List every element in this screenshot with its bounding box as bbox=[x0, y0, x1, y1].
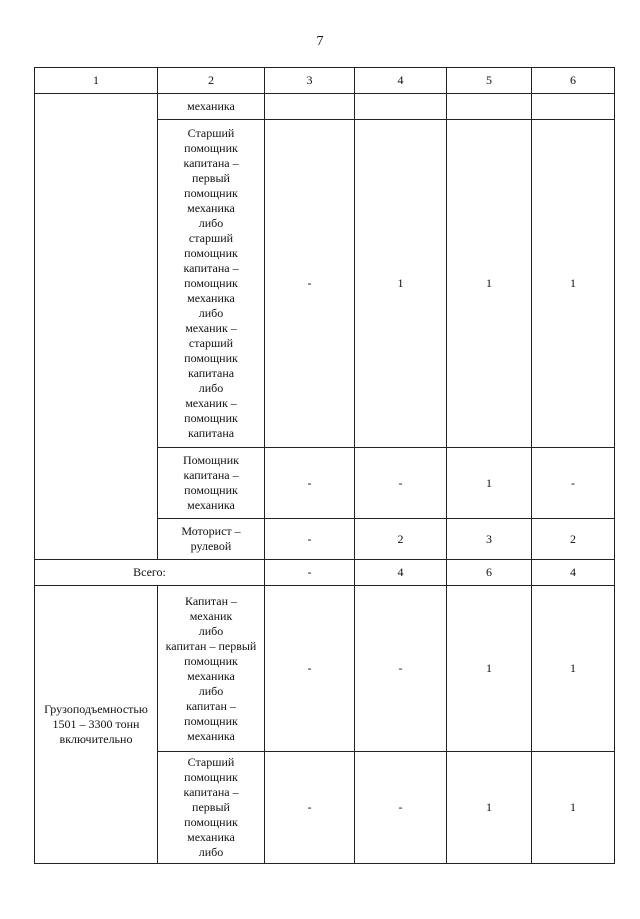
value-cell: 3 bbox=[447, 519, 532, 560]
position-cell: Помощник капитана – помощник механика bbox=[158, 448, 265, 519]
value-cell: 1 bbox=[355, 120, 447, 448]
value-cell: - bbox=[265, 586, 355, 752]
staffing-table bbox=[34, 67, 615, 864]
value-cell: - bbox=[265, 752, 355, 864]
table-row bbox=[35, 94, 615, 120]
value-cell: - bbox=[265, 560, 355, 586]
header-cell: 3 bbox=[265, 68, 355, 94]
value-cell: 4 bbox=[532, 560, 615, 586]
value-cell: - bbox=[355, 752, 447, 864]
value-cell: - bbox=[265, 519, 355, 560]
value-cell: - bbox=[532, 448, 615, 519]
total-row bbox=[35, 560, 615, 586]
value-cell: 1 bbox=[532, 120, 615, 448]
header-row bbox=[35, 68, 615, 94]
position-cell: Моторист – рулевой bbox=[158, 519, 265, 560]
value-cell bbox=[265, 94, 355, 120]
position-cell: Старший помощник капитана – первый помощник механика либо bbox=[158, 752, 265, 864]
value-cell: 6 bbox=[447, 560, 532, 586]
header-cell: 5 bbox=[447, 68, 532, 94]
value-cell: - bbox=[265, 448, 355, 519]
value-cell: 1 bbox=[447, 448, 532, 519]
value-cell: - bbox=[355, 448, 447, 519]
value-cell bbox=[447, 94, 532, 120]
table-row bbox=[35, 586, 615, 752]
total-label: Всего: bbox=[35, 560, 265, 586]
group-cell-empty bbox=[35, 94, 158, 560]
value-cell: 1 bbox=[447, 120, 532, 448]
position-cell: Капитан – механик либо капитан – первый помощник механика либо капитан – помощник механика bbox=[158, 586, 265, 752]
header-cell: 6 bbox=[532, 68, 615, 94]
value-cell bbox=[532, 94, 615, 120]
header-cell: 2 bbox=[158, 68, 265, 94]
value-cell: 1 bbox=[447, 752, 532, 864]
value-cell: 2 bbox=[355, 519, 447, 560]
value-cell bbox=[355, 94, 447, 120]
position-cell: Старший помощник капитана – первый помощник механика либо старший помощник капитана – помощник механика либо механик – старший помощник капитана либо механик – помощник капитана bbox=[158, 120, 265, 448]
page-number: 7 bbox=[316, 34, 324, 49]
value-cell: - bbox=[265, 120, 355, 448]
vessel-capacity-group: Грузоподъемностью 1501 – 3300 тонн включительно bbox=[35, 586, 158, 864]
header-cell: 1 bbox=[35, 68, 158, 94]
value-cell: 2 bbox=[532, 519, 615, 560]
value-cell: 1 bbox=[447, 586, 532, 752]
value-cell: 1 bbox=[532, 752, 615, 864]
value-cell: - bbox=[355, 586, 447, 752]
header-cell: 4 bbox=[355, 68, 447, 94]
value-cell: 1 bbox=[532, 586, 615, 752]
value-cell: 4 bbox=[355, 560, 447, 586]
position-cell: механика bbox=[158, 94, 265, 120]
